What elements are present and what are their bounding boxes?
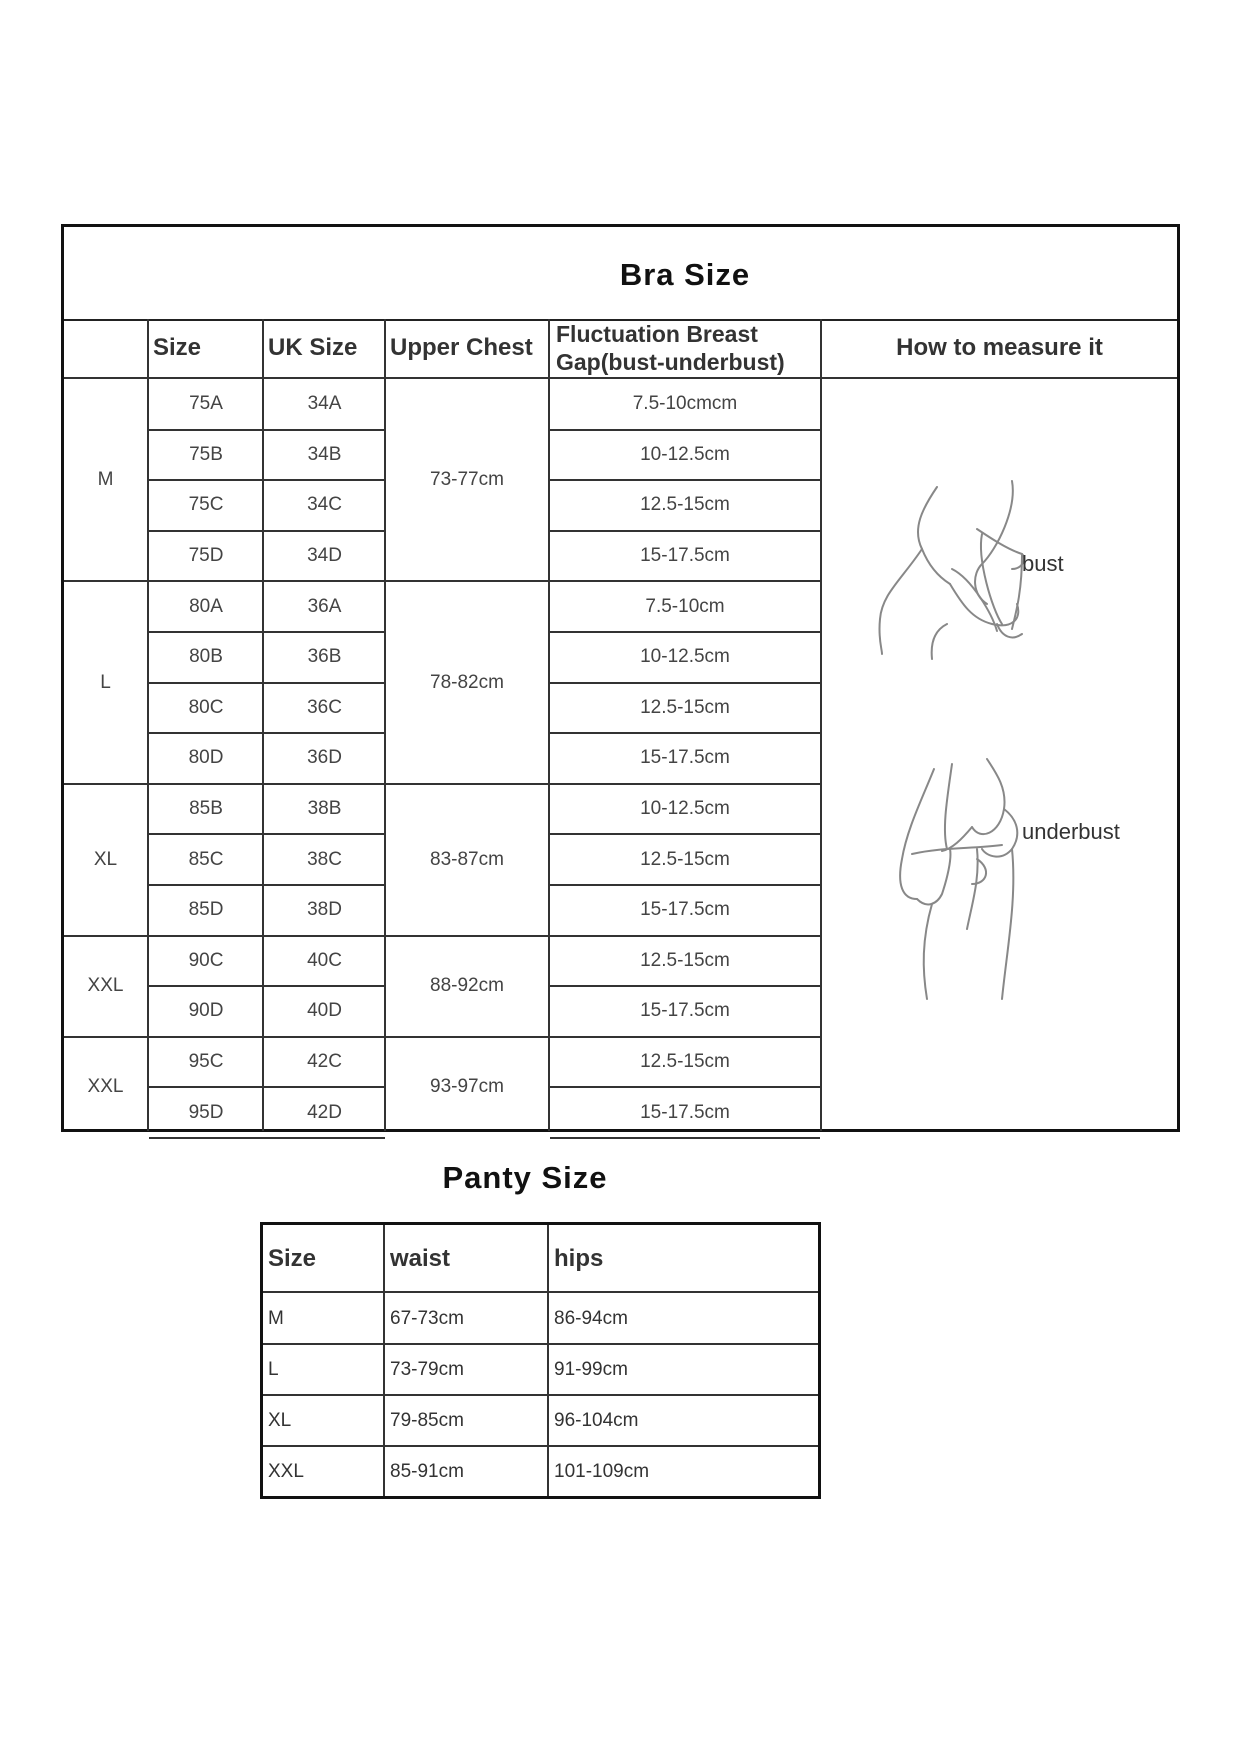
panty-cell-size: M (268, 1307, 284, 1329)
table-cell-group-size: XL (93, 848, 118, 870)
table-cell-size: 85D (188, 899, 224, 921)
table-cell-upper-chest: 88-92cm (430, 975, 504, 997)
table-cell-size: 75C (188, 494, 224, 516)
table-cell-size: 75A (189, 393, 223, 415)
panty-header-hips: hips (554, 1245, 604, 1272)
header-how-to: How to measure it (896, 334, 1103, 361)
table-cell-size: 75D (188, 545, 224, 567)
bust-label: bust (1022, 551, 1064, 576)
panty-title: Panty Size (442, 1160, 608, 1195)
table-cell-size: 75B (189, 443, 223, 465)
table-cell-size: 80D (188, 747, 224, 769)
table-cell-uk: 34A (307, 393, 342, 415)
underbust-label: underbust (1022, 819, 1120, 844)
divider (149, 1137, 385, 1139)
table-cell-size: 80C (188, 696, 224, 718)
bra-title: Bra Size (619, 257, 751, 292)
table-cell-gap: 12.5-15cm (640, 848, 730, 870)
table-cell-uk: 40D (307, 1000, 342, 1022)
table-cell-size: 85C (188, 848, 224, 870)
table-cell-gap: 15-17.5cm (640, 747, 730, 769)
divider (64, 377, 1177, 379)
panty-cell-waist: 73-79cm (390, 1358, 464, 1380)
table-cell-group-size: XXL (87, 1076, 124, 1098)
divider (383, 1225, 385, 1496)
table-cell-uk: 34C (307, 494, 342, 516)
panty-cell-waist: 79-85cm (390, 1409, 464, 1431)
panty-cell-hips: 96-104cm (554, 1409, 639, 1431)
table-cell-size: 95C (188, 1051, 224, 1073)
table-cell-uk: 34D (307, 545, 342, 567)
table-cell-gap: 7.5-10cmcm (632, 393, 738, 415)
panty-cell-waist: 67-73cm (390, 1307, 464, 1329)
table-cell-size: 80A (189, 595, 223, 617)
divider (820, 319, 822, 1131)
table-cell-gap: 15-17.5cm (640, 545, 730, 567)
panty-header-size: Size (268, 1245, 317, 1272)
divider (384, 319, 386, 1131)
table-cell-uk: 42C (307, 1051, 342, 1073)
table-cell-group-size: XXL (87, 975, 124, 997)
divider (147, 319, 149, 1131)
table-cell-gap: 15-17.5cm (640, 1101, 730, 1123)
divider (262, 319, 264, 1131)
panty-cell-size: XXL (268, 1460, 304, 1482)
panty-cell-hips: 91-99cm (554, 1358, 628, 1380)
table-cell-gap: 12.5-15cm (640, 1051, 730, 1073)
figure-illustration-icon (822, 379, 1177, 1129)
table-cell-uk: 38D (307, 899, 342, 921)
panty-cell-size: L (268, 1358, 279, 1380)
table-cell-group-size: M (97, 469, 114, 491)
table-cell-size: 90C (188, 949, 224, 971)
divider (550, 1137, 820, 1139)
table-cell-uk: 36B (307, 646, 342, 668)
divider (548, 319, 550, 1131)
table-cell-uk: 34B (307, 443, 342, 465)
table-cell-gap: 12.5-15cm (640, 696, 730, 718)
table-cell-uk: 36A (307, 595, 342, 617)
table-cell-uk: 38C (307, 848, 342, 870)
panty-cell-hips: 86-94cm (554, 1307, 628, 1329)
table-cell-upper-chest: 78-82cm (430, 671, 504, 693)
table-cell-gap: 15-17.5cm (640, 1000, 730, 1022)
table-cell-gap: 10-12.5cm (640, 443, 730, 465)
table-cell-uk: 36D (307, 747, 342, 769)
panty-header-waist: waist (390, 1245, 451, 1272)
table-cell-uk: 40C (307, 949, 342, 971)
table-cell-gap: 15-17.5cm (640, 899, 730, 921)
table-cell-size: 90D (188, 1000, 224, 1022)
header-gap-line2: Gap(bust-underbust) (556, 349, 785, 375)
bra-title-row (64, 227, 1177, 321)
panty-cell-waist: 85-91cm (390, 1460, 464, 1482)
table-cell-gap: 12.5-15cm (640, 494, 730, 516)
panty-size-table (260, 1222, 821, 1499)
table-cell-uk: 36C (307, 696, 342, 718)
divider (547, 1225, 549, 1496)
table-cell-gap: 10-12.5cm (640, 798, 730, 820)
table-cell-gap: 12.5-15cm (640, 949, 730, 971)
table-cell-gap: 7.5-10cm (645, 595, 725, 617)
header-size: Size (153, 334, 202, 361)
table-cell-upper-chest: 83-87cm (430, 848, 504, 870)
header-gap (550, 319, 820, 377)
table-cell-size: 80B (189, 646, 223, 668)
table-cell-upper-chest: 73-77cm (430, 469, 504, 491)
panty-cell-hips: 101-109cm (554, 1460, 650, 1482)
table-cell-size: 95D (188, 1101, 224, 1123)
table-cell-uk: 38B (307, 798, 342, 820)
bra-size-table (61, 224, 1180, 1132)
panty-cell-size: XL (268, 1409, 292, 1431)
table-cell-uk: 42D (307, 1101, 342, 1123)
header-gap-line1: Fluctuation Breast (556, 321, 758, 347)
table-cell-gap: 10-12.5cm (640, 646, 730, 668)
table-cell-group-size: L (100, 671, 111, 693)
header-upper-chest: Upper Chest (390, 334, 533, 361)
header-uk-size: UK Size (268, 334, 358, 361)
table-cell-upper-chest: 93-97cm (430, 1076, 504, 1098)
table-cell-size: 85B (189, 798, 223, 820)
measure-illustration (822, 379, 1177, 1129)
